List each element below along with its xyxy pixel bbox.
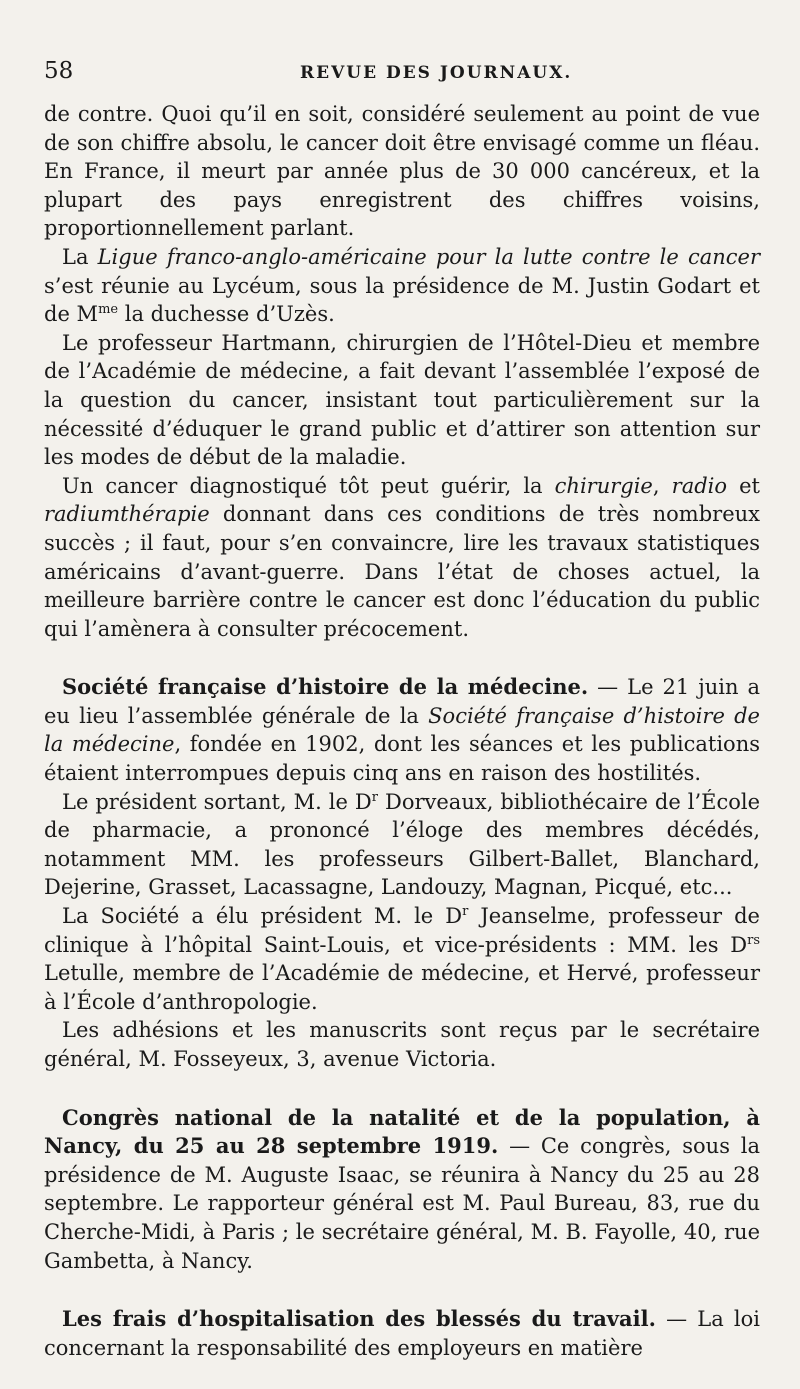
- paragraph: [44, 329, 760, 472]
- text-span: — Le 21 juin a eu lieu l’assemblée générale de la: [44, 675, 760, 728]
- paragraph: [44, 902, 760, 1016]
- text-span: ,: [652, 473, 672, 498]
- italic-text: franco-anglo-américaine pour la lutte contre le cancer: [166, 244, 760, 269]
- paragraph: [44, 243, 760, 329]
- paragraph: [44, 100, 760, 243]
- paragraph: [44, 1305, 760, 1362]
- superscript: r: [462, 904, 469, 920]
- superscript: rs: [747, 932, 760, 948]
- paragraph: [44, 673, 760, 787]
- text-span: , fondée en 1902, dont les séances et les publications étaient interrompues depuis cinq ans en raison des hostilités.: [44, 732, 761, 786]
- section-gap: [44, 1074, 760, 1104]
- text-span: Letulle, membre de l’Académie de médecine, et Hervé, professeur à l’École d’anthropologie.: [44, 961, 760, 1014]
- paragraph-text: — La loi concernant la responsabilité des employeurs en matière: [44, 1307, 760, 1360]
- paragraph: [44, 788, 760, 902]
- text-span: donnant dans ces conditions de très nombreux succès ; il faut, pour s’en convaincre, lire les travaux statistiques américains d’avant-guerre. Dans l’état de choses actuel, la meilleure barrière contre le cancer est donc l’éducation du public qui l’amènera à consulter précocement.: [44, 502, 760, 641]
- running-title: REVUE DES JOURNAUX.: [300, 63, 573, 83]
- text-span: La Société a élu président M. le D: [62, 904, 463, 929]
- italic-text: radio: [671, 473, 728, 498]
- text-span: Un cancer diagnostiqué tôt peut guérir, la: [62, 473, 555, 498]
- section-congres-natalite: [44, 1104, 760, 1276]
- text-span: La: [62, 244, 98, 269]
- section-frais-hospitalisation: [44, 1305, 760, 1362]
- italic-text: Ligue: [97, 244, 158, 269]
- section-title: Société française d’histoire de la médecine.: [62, 674, 589, 700]
- text-span: Dorveaux, bibliothécaire de l’École de pharmacie, a prononcé l’éloge des membres décédés, notamment MM. les professeurs Gilbert-Ballet, Blanchard, Dejerine, Grasset, Lacassagne, Landouzy, Magnan, Picqué, etc...: [44, 789, 761, 900]
- text-span: s’est réunie au Lycéum, sous la présidence de M. Justin Godart et de M: [44, 273, 760, 327]
- italic-text: radiumthérapie: [44, 502, 210, 527]
- superscript: me: [98, 302, 119, 318]
- italic-text: chirurgie: [554, 473, 653, 498]
- paragraph: [44, 472, 760, 644]
- superscript: r: [371, 789, 378, 805]
- article-body: [44, 100, 760, 1362]
- section-gap: [44, 643, 760, 673]
- text-span: [158, 245, 167, 269]
- paragraph: [44, 1016, 760, 1073]
- section-title: Les frais d’hospitalisation des blessés du travail.: [62, 1306, 656, 1332]
- text-span: Jeanselme, professeur de clinique à l’hôpital Saint-Louis, et vice-présidents : MM. les D: [44, 904, 760, 957]
- page-header: [44, 58, 760, 98]
- paragraph-text: — Ce congrès, sous la présidence de M. Auguste Isaac, se réunira à Nancy du 25 au 28 septembre. Le rapporteur général est M. Paul Bureau, 83, rue du Cherche-Midi, à Paris ; le secrétaire général, M. B. Fayolle, 40, rue Gambetta, à Nancy.: [44, 1134, 761, 1273]
- paragraph-text: Les adhésions et les manuscrits sont reçus par le secrétaire général, M. Fosseyeux, 3, avenue Victoria.: [44, 1018, 760, 1071]
- paragraph-text: de contre. Quoi qu’il en soit, considéré seulement au point de vue de son chiffre absolu, le cancer doit être envisagé comme un fléau. En France, il meurt par année plus de 30 000 cancéreux, et la plupart des pays enregistrent des chiffres voisins, proportionnellement parlant.: [44, 102, 760, 241]
- paragraph-text: Le professeur Hartmann, chirurgien de l’Hôtel-Dieu et membre de l’Académie de médecine, a fait devant l’assemblée l’exposé de la question du cancer, insistant tout particulièrement sur la nécessité d’éduquer le grand public et d’attirer son attention sur les modes de début de la maladie.: [44, 330, 760, 470]
- section-title: Congrès national de la natalité et de la population, à Nancy, du 25 au 28 septembre 1919.: [44, 1104, 760, 1159]
- section-cancer: [44, 100, 760, 643]
- text-span: et: [727, 473, 760, 498]
- text-span: la duchesse d’Uzès.: [118, 302, 335, 327]
- page-number: 58: [44, 58, 74, 84]
- paragraph: [44, 1104, 760, 1276]
- text-span: Le président sortant, M. le D: [62, 789, 372, 814]
- section-societe-histoire: [44, 673, 760, 1073]
- italic-text: Société française d’histoire de la médecine: [44, 703, 760, 757]
- section-gap: [44, 1275, 760, 1305]
